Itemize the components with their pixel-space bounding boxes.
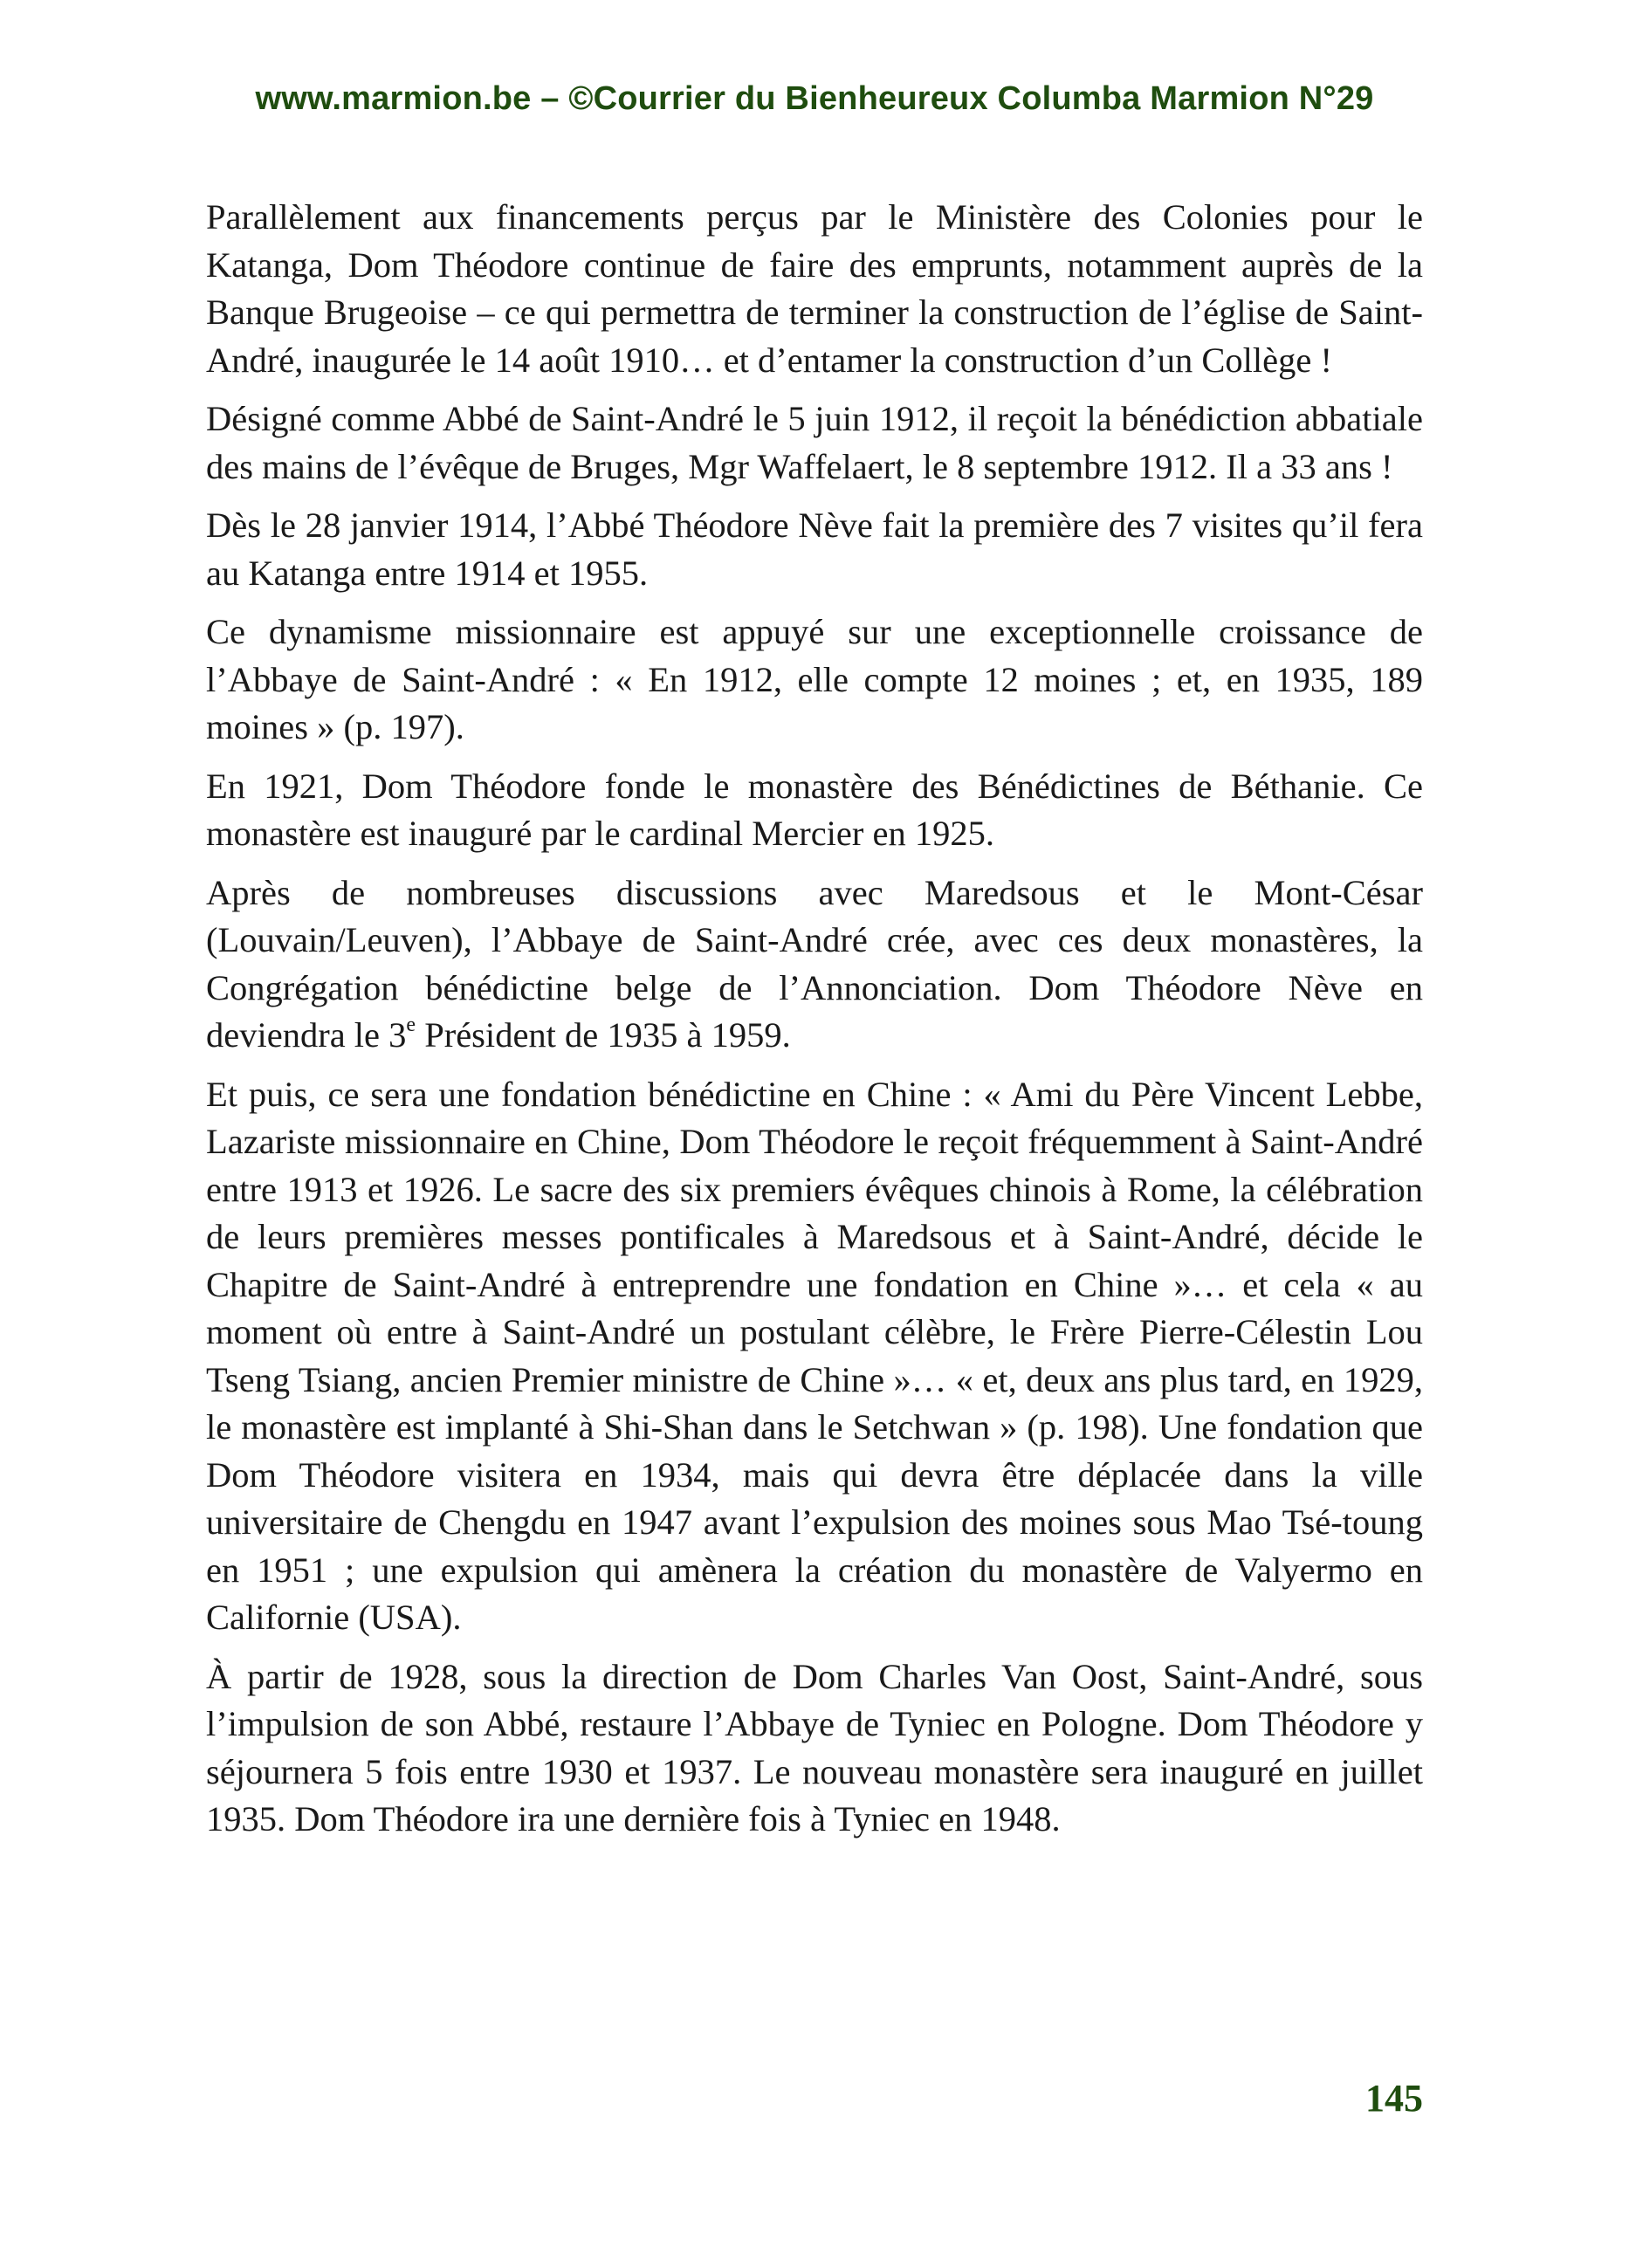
running-header: www.marmion.be – ©Courrier du Bienheureux Columba Marmion N°29 <box>255 80 1374 117</box>
paragraph-6-text-after: Président de 1935 à 1959. <box>416 1015 791 1055</box>
paragraph-1: Parallèlement aux financements perçus par le Ministère des Colonies pour le Katanga, Dom Théodore continue de faire des emprunts, notamment auprès de la Banque Brugeoise – ce qui permettra de terminer la construction de l’église de Saint-André, inaugurée le 14 août 1910… et d’entamer la construction d’un Collège ! <box>206 197 1423 380</box>
ordinal-superscript: e <box>406 1013 416 1036</box>
page-number: 145 <box>1365 2077 1423 2120</box>
paragraph-8: À partir de 1928, sous la direction de Dom Charles Van Oost, Saint-André, sous l’impulsion de son Abbé, restaure l’Abbaye de Tyniec en Pologne. Dom Théodore y séjournera 5 fois entre 1930 et 1937. Le nouveau monastère sera inauguré en juillet 1935. Dom Théodore ira une dernière fois à Tyniec en 1948. <box>206 1656 1423 1838</box>
paragraph-3: Dès le 28 janvier 1914, l’Abbé Théodore Nève fait la première des 7 visites qu’il fera au Katanga entre 1914 et 1955. <box>206 505 1423 593</box>
paragraph-6-text-before: Après de nombreuses discussions avec Maredsous et le Mont-César (Louvain/Leuven), l’Abbaye de Saint-André crée, avec ces deux monastères, la Congrégation bénédictine belge de l’Annonciation. Dom Théodore Nève en deviendra le 3 <box>206 872 1423 1055</box>
article-body <box>206 194 1423 1855</box>
paragraph-5: En 1921, Dom Théodore fonde le monastère des Bénédictines de Béthanie. Ce monastère est inauguré par le cardinal Mercier en 1925. <box>206 766 1423 853</box>
paragraph-7: Et puis, ce sera une fondation bénédictine en Chine : « Ami du Père Vincent Lebbe, Lazariste missionnaire en Chine, Dom Théodore le reçoit fréquemment à Saint-André entre 1913 et 1926. Le sacre des six premiers évêques chinois à Rome, la célébration de leurs premières messes pontificales à Maredsous et à Saint-André, décide le Chapitre de Saint-André à entreprendre une fondation en Chine »… et cela « au moment où entre à Saint-André un postulant célèbre, le Frère Pierre-Célestin Lou Tseng Tsiang, ancien Premier ministre de Chine »… « et, deux ans plus tard, en 1929, le monastère est implanté à Shi-Shan dans le Setchwan » (p. 198). Une fondation que Dom Théodore visitera en 1934, mais qui devra être déplacée dans la ville universitaire de Chengdu en 1947 avant l’expulsion des moines sous Mao Tsé-toung en 1951 ; une expulsion qui amènera la création du monastère de Valyermo en Californie (USA). <box>206 1074 1423 1637</box>
paragraph-2: Désigné comme Abbé de Saint-André le 5 juin 1912, il reçoit la bénédiction abbatiale des mains de l’évêque de Bruges, Mgr Waffelaert, le 8 septembre 1912. Il a 33 ans ! <box>206 399 1423 486</box>
paragraph-6 <box>206 869 1423 1060</box>
paragraph-4: Ce dynamisme missionnaire est appuyé sur une exceptionnelle croissance de l’Abbaye de Saint-André : « En 1912, elle compte 12 moines ; et, en 1935, 189 moines » (p. 197). <box>206 612 1423 746</box>
